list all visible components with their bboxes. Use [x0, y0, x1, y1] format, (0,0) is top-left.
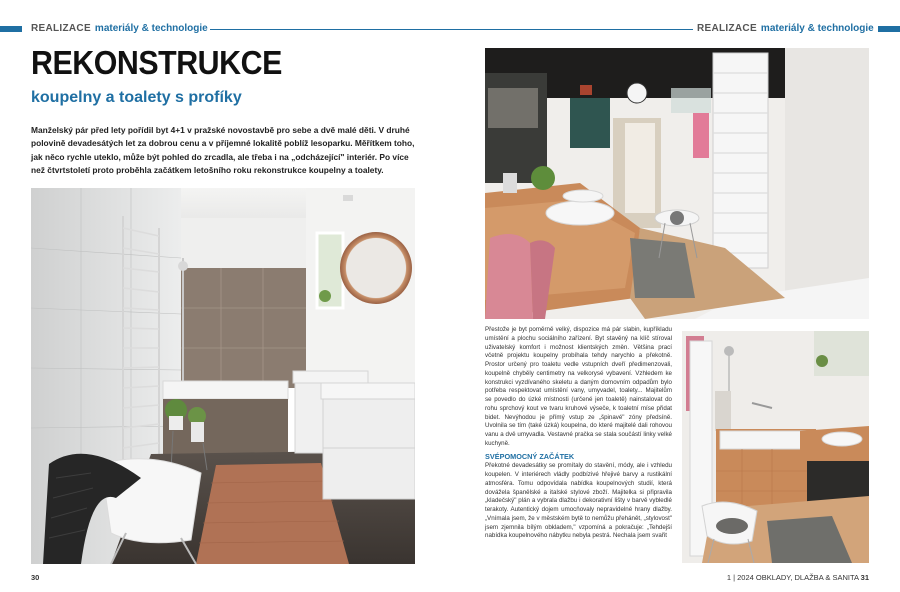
page-number-left: 30 — [31, 573, 40, 582]
article-body — [485, 326, 672, 541]
article-lead: Manželský pár před lety pořídil byt 4+1 v pražské novostavbě pro sebe a dvě malé děti. V druhé polovině devadesátých let za dobrou cenu a v příjemné lokalitě poblíž lesoparku. Měřítkem toho, jak něco rychle uteklo, může být pohled do zrcadla, ale třeba i na „odcházející" interiér. Po více než čtvrtstoletí proto proběhla začátkem letošního roku rekonstrukce koupelny a toalety. — [31, 125, 415, 175]
header-left-section: REALIZACE — [31, 23, 91, 34]
header-left-subsection: materiály & technologie — [94, 23, 208, 34]
header-right-section: REALIZACE — [697, 23, 757, 34]
page-number-right: 31 — [860, 573, 869, 582]
footer-right — [727, 573, 869, 582]
header-right-bar — [878, 26, 900, 32]
photo-original-bathtub — [682, 331, 869, 563]
footer-issue: 1 | 2024 OBKLADY, DLAŽBA & SANITA — [726, 573, 861, 582]
header-right-subsection: materiály & technologie — [760, 23, 874, 34]
photo-renovated-bathroom — [31, 188, 415, 564]
article-subtitle: koupelny a toalety s profíky — [31, 89, 242, 106]
header-right-label — [697, 23, 874, 34]
header-left-rule — [210, 29, 693, 30]
body-paragraph-2: Překotné devadesátky se promítaly do stavění, módy, ale i vzhledu koupelen. V interiérech vládly podbízivé hřejivé barvy a rustikální atmosféra. Tomu odpovídala nabídka koupelnových studií, která dovážela španělské a italské stylové zboží. Majitelka si připravila „kladečský" plán a vybrala dlažbu i dekorativní lišty v barvě vybledlé terakoty. Autentický dojem umocňovaly nepravidelné hrany dlažby. „Vnímala jsem, že v městském bytě to nemůžu přehánět, „stylovost" jsem zjemnila bílým obkladem," vzpomíná a pokračuje: „Tehdejší nabídka koupelnového nábytku nebyla pestrá. Nechala jsem svařit — [485, 462, 672, 540]
photo-original-bathroom — [485, 48, 869, 319]
body-paragraph-1: Přestože je byt poměrně velký, dispozice má pár slabin, kupříkladu umístění a plochu sociálního zařízení. Byt stavěný na klíč stíroval uživatelský komfort i možnost klientských změn. Většina prací včetně projektu koupelny probíhala tehdy narychlo a překotně. Prostor určený pro toaletu vedle vstupních dveří předimenzovali, koupelně chyběly centimetry na velkorysé vybavení. Vzhledem ke konstrukci vyzdívaného skeletu a daným domovním odpadům bylo potřeba respektovat umístění vany, umyvadel, toalety... Majitelům se povedlo do úzké místnosti (určené jen toaletě) nainstalovat do rohu sprchový kout ve tvaru kruhové výseče, k toaletní míse přidat bidet. Nevýhodou je přímý vstup ze „špinavé" zóny předsíně. Uvolnila se tím (také úzká) koupelna, do které majitelé dali rohovou vanu a dvě umyvadla. Vestavné pračka se stala součástí linky velké kuchyně. — [485, 326, 672, 447]
article-title: REKONSTRUKCE — [31, 44, 282, 81]
body-section-heading: SVÉPOMOCNÝ ZAČÁTEK — [485, 451, 575, 461]
header-left-bar — [0, 26, 22, 32]
header-left-label — [31, 23, 208, 34]
